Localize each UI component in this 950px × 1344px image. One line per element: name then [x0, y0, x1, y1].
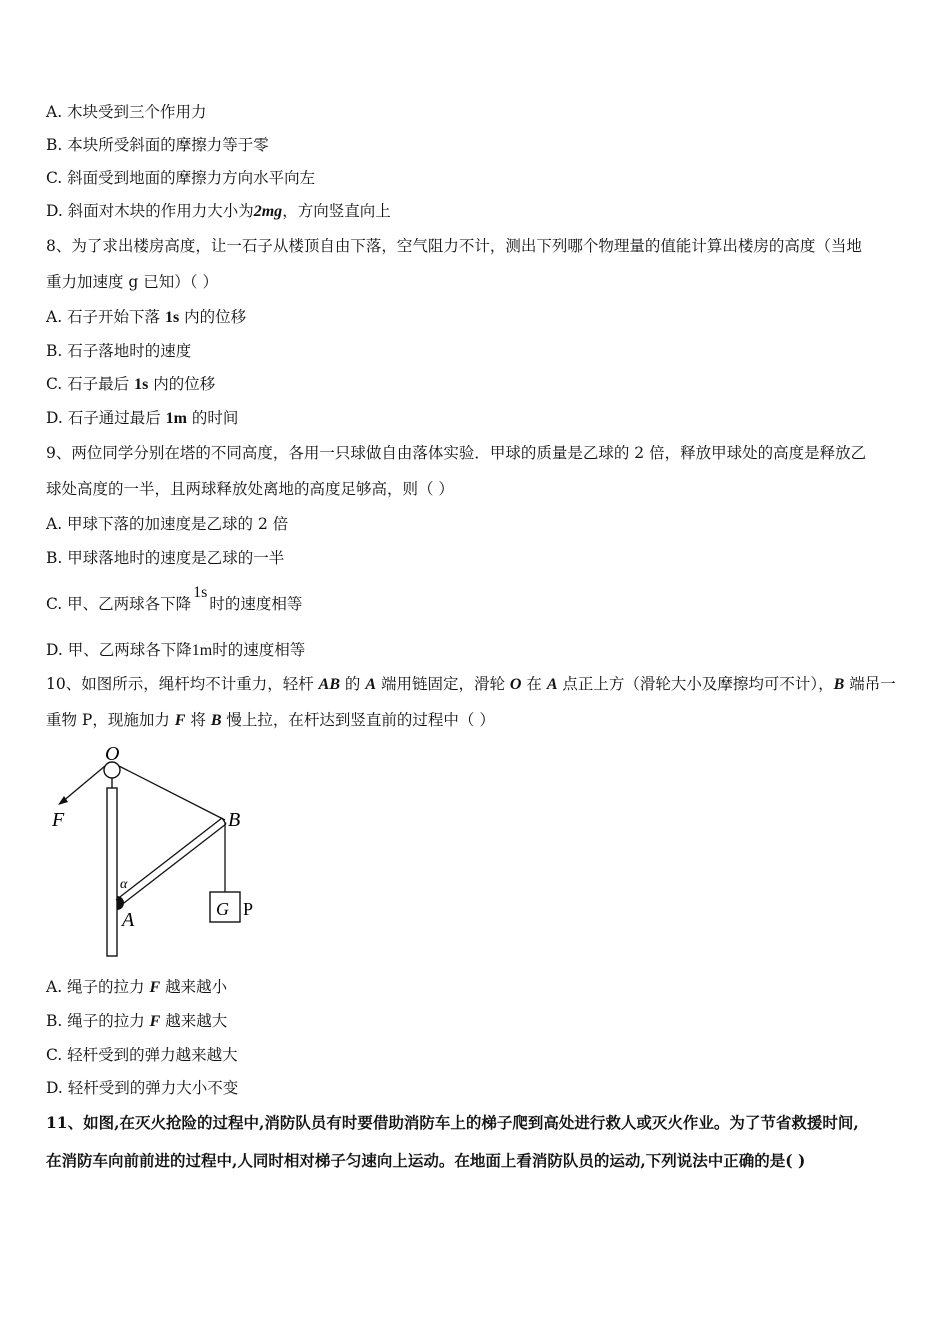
q7-option-b: B. 本块所受斜面的摩擦力等于零 [46, 136, 269, 154]
q9-stem-line1: 9、两位同学分别在塔的不同高度，各用一只球做自由落体实验．甲球的质量是乙球的 2 倍，释放甲球处的高度是释放乙 [46, 444, 867, 462]
q9-option-d: D. 甲、乙两球各下降1m时的速度相等 [46, 641, 306, 659]
q8-option-a: A. 石子开始下落 1s 内的位移 [46, 308, 247, 326]
q10-option-a: A. 绳子的拉力 F 越来越小 [46, 978, 228, 996]
rope-to-f [62, 766, 105, 802]
q9-option-a: A. 甲球下落的加速度是乙球的 2 倍 [46, 515, 289, 533]
q10-option-c: C. 轻杆受到的弹力越来越大 [46, 1046, 238, 1064]
q8-option-c: C. 石子最后 1s 内的位移 [46, 375, 216, 393]
q8-stem-line1: 8、为了求出楼房高度，让一石子从楼顶自由下落，空气阻力不计，测出下列哪个物理量的值能计算出楼房的高度（当地 [46, 237, 862, 255]
q8-option-d: D. 石子通过最后 1m 的时间 [46, 409, 239, 427]
label-p: P [243, 899, 254, 919]
q7-option-c: C. 斜面受到地面的摩擦力方向水平向左 [46, 169, 316, 187]
q10-stem-line1: 10、如图所示，绳杆均不计重力，轻杆 AB 的 A 端用链固定，滑轮 O 在 A 点正上方（滑轮大小及摩擦均可不计），B 端吊一 [46, 675, 896, 693]
q9-option-c: C. 甲、乙两球各下降1s时的速度相等 [46, 584, 303, 613]
q9-stem-line2: 球处高度的一半，且两球释放处离地的高度足够高，则（ ） [46, 480, 454, 498]
label-a: A [122, 909, 135, 931]
rope-to-b [119, 766, 225, 820]
q7-option-a: A. 木块受到三个作用力 [46, 103, 207, 121]
label-o: O [105, 743, 120, 765]
vertical-pole [107, 788, 117, 956]
q10-option-d: D. 轻杆受到的弹力大小不变 [46, 1079, 239, 1097]
q10-pulley-diagram [50, 742, 290, 962]
q10-stem-line2: 重物 P，现施加力 F 将 B 慢上拉，在杆达到竖直前的过程中（ ） [46, 711, 495, 729]
label-b: B [228, 809, 241, 831]
q10-option-b: B. 绳子的拉力 F 越来越大 [46, 1012, 228, 1030]
force-arrow [58, 796, 68, 805]
q11-stem-line1: 11、如图,在灭火抢险的过程中,消防队员有时要借助消防车上的梯子爬到高处进行救人或灭火作业。为了节省救援时间, [46, 1113, 859, 1132]
q11-stem-line2: 在消防车向前前进的过程中,人同时相对梯子匀速向上运动。在地面上看消防队员的运动,下列说法中正确的是( ) [46, 1151, 806, 1170]
q7-option-d: D. 斜面对木块的作用力大小为2mg，方向竖直向上 [46, 202, 391, 220]
rod-ab [116, 818, 222, 900]
label-alpha: α [120, 877, 128, 892]
hinge-a [117, 896, 124, 910]
q8-option-b: B. 石子落地时的速度 [46, 342, 192, 360]
q9-option-b: B. 甲球落地时的速度是乙球的一半 [46, 549, 285, 567]
q8-stem-line2: 重力加速度 g 已知）（ ） [46, 273, 218, 291]
label-f: F [52, 809, 65, 831]
label-g: G [216, 899, 229, 919]
